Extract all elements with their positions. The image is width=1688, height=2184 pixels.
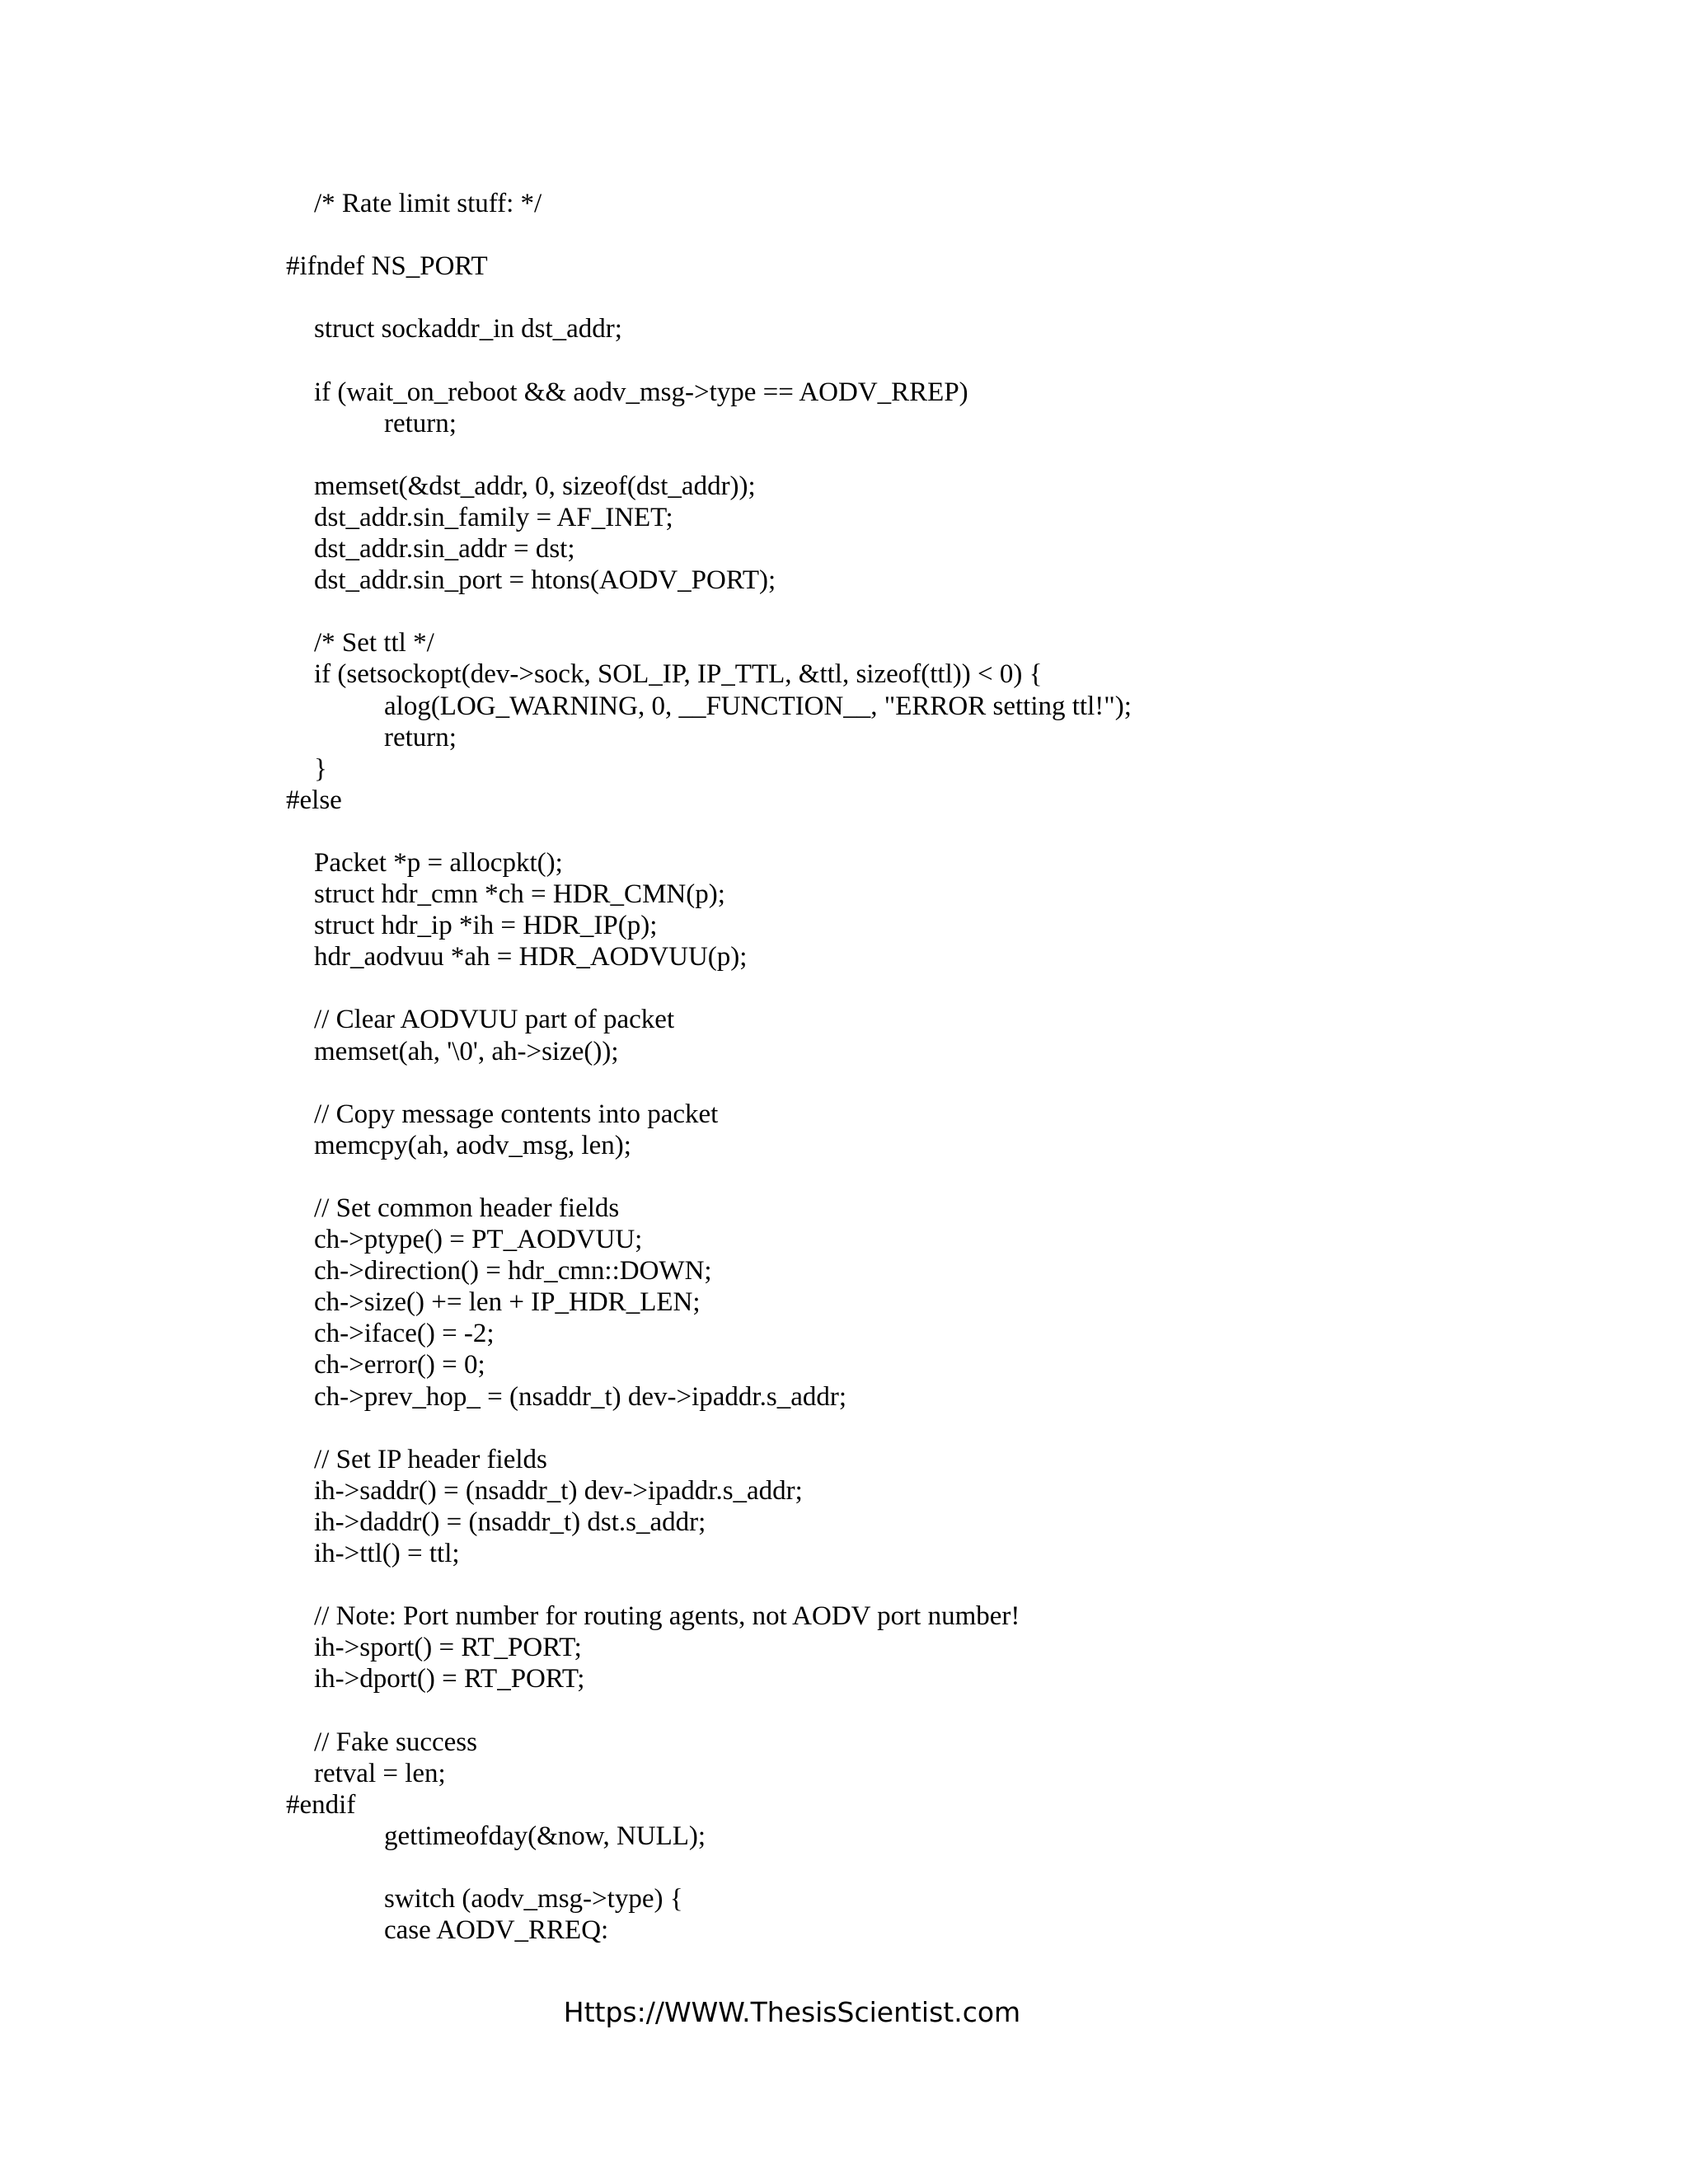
code-line: }	[314, 753, 327, 784]
code-line: dst_addr.sin_addr = dst;	[314, 534, 575, 565]
code-line: ch->iface() = -2;	[314, 1319, 495, 1349]
code-line: if (setsockopt(dev->sock, SOL_IP, IP_TTL, &ttl, sizeof(ttl)) < 0) {	[314, 659, 1043, 690]
code-line	[0, 282, 1688, 313]
code-line: ih->dport() = RT_PORT;	[314, 1664, 585, 1694]
code-line: ih->daddr() = (nsaddr_t) dst.s_addr;	[314, 1507, 706, 1537]
code-line: ch->prev_hop_ = (nsaddr_t) dev->ipaddr.s_addr;	[314, 1381, 846, 1412]
code-line: dst_addr.sin_family = AF_INET;	[314, 502, 673, 532]
code-line: retval = len;	[314, 1758, 446, 1788]
code-line: ch->direction() = hdr_cmn::DOWN;	[314, 1256, 712, 1286]
code-line: /* Set ttl */	[314, 628, 434, 658]
code-line: // Set IP header fields	[314, 1444, 547, 1474]
code-line: // Fake success	[314, 1727, 477, 1757]
code-line: // Note: Port number for routing agents, not AODV port number!	[314, 1601, 1020, 1632]
code-line: if (wait_on_reboot && aodv_msg->type == AODV_RREP)	[314, 377, 968, 407]
code-line: #endif	[286, 1789, 356, 1820]
code-line: // Set common header fields	[314, 1193, 620, 1223]
code-line	[0, 816, 1688, 847]
code-line: ih->sport() = RT_PORT;	[314, 1633, 582, 1663]
code-line: ch->error() = 0;	[314, 1350, 485, 1380]
code-line: memcpy(ah, aodv_msg, len);	[314, 1130, 631, 1160]
code-line	[0, 1852, 1688, 1883]
footer-url: Https://WWW.ThesisScientist.com	[563, 1996, 1021, 2028]
code-line	[0, 219, 1688, 251]
code-line: switch (aodv_msg->type) {	[384, 1884, 683, 1915]
code-line: memset(ah, '\0', ah->size());	[314, 1036, 619, 1066]
code-line: ch->size() += len + IP_HDR_LEN;	[314, 1287, 701, 1318]
code-line: memset(&dst_addr, 0, sizeof(dst_addr));	[314, 471, 756, 501]
code-line	[0, 1695, 1688, 1727]
code-line	[0, 439, 1688, 471]
code-line	[0, 596, 1688, 627]
code-line: alog(LOG_WARNING, 0, __FUNCTION__, "ERROR setting ttl!");	[384, 691, 1132, 721]
code-line: return;	[384, 408, 457, 438]
code-line: struct sockaddr_in dst_addr;	[314, 314, 622, 344]
code-line: Packet *p = allocpkt();	[314, 847, 563, 878]
code-line: #ifndef NS_PORT	[286, 251, 488, 282]
code-line: struct hdr_cmn *ch = HDR_CMN(p);	[314, 879, 725, 910]
code-line: ih->saddr() = (nsaddr_t) dev->ipaddr.s_addr;	[314, 1475, 803, 1506]
code-line: return;	[384, 722, 457, 752]
source-code-block	[0, 188, 1688, 1946]
code-line: gettimeofday(&now, NULL);	[384, 1821, 706, 1851]
code-line: case AODV_RREQ:	[384, 1915, 609, 1946]
code-line: dst_addr.sin_port = htons(AODV_PORT);	[314, 565, 776, 596]
code-line	[0, 1413, 1688, 1444]
code-line	[0, 972, 1688, 1004]
code-line: ch->ptype() = PT_AODVUU;	[314, 1225, 643, 1255]
code-line: struct hdr_ip *ih = HDR_IP(p);	[314, 911, 658, 941]
code-line	[0, 1067, 1688, 1099]
code-line	[0, 1569, 1688, 1601]
code-line: hdr_aodvuu *ah = HDR_AODVUU(p);	[314, 942, 748, 972]
code-line	[0, 344, 1688, 376]
code-line	[0, 1161, 1688, 1193]
code-line: ih->ttl() = ttl;	[314, 1539, 460, 1569]
code-line: /* Rate limit stuff: */	[314, 189, 542, 218]
code-line: // Clear AODVUU part of packet	[314, 1005, 675, 1035]
code-line: // Copy message contents into packet	[314, 1099, 719, 1129]
code-line: #else	[286, 785, 342, 815]
